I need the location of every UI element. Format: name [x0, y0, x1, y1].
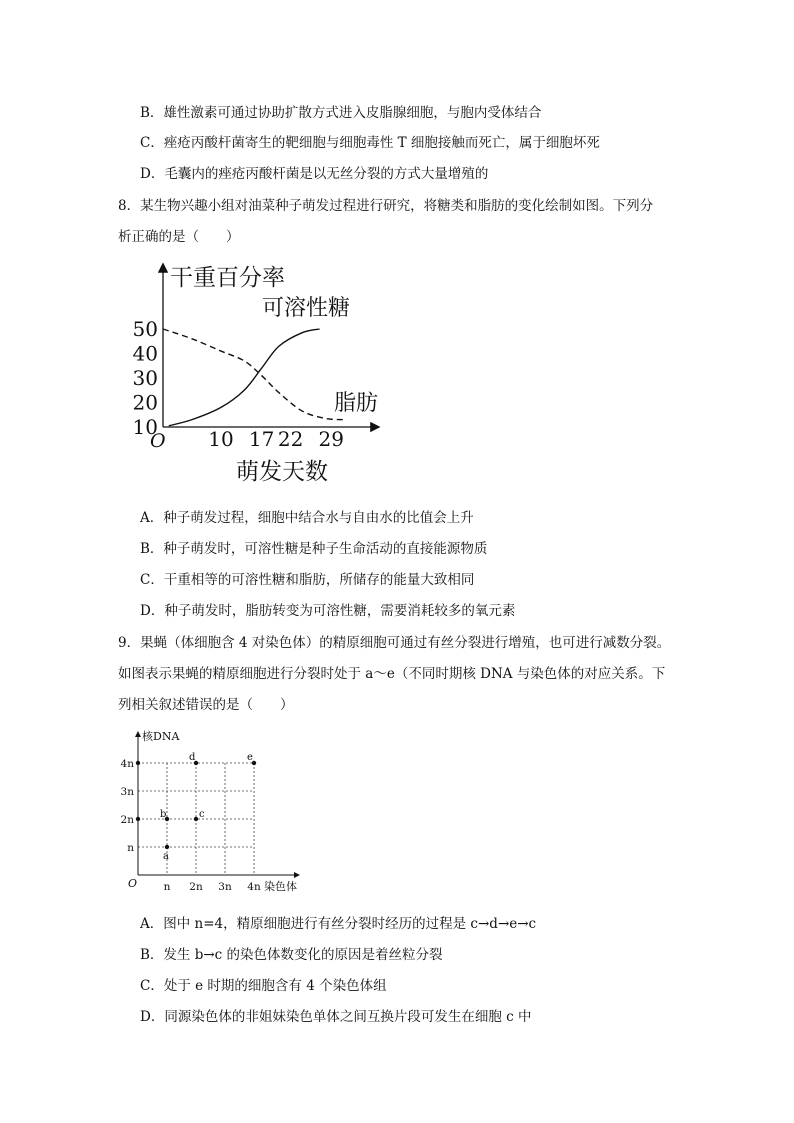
axis-dot-2n: [136, 817, 140, 821]
y-tick-label-3: 40: [132, 341, 158, 366]
point-label-b: b: [160, 809, 167, 820]
point-label-e: e: [247, 752, 253, 763]
point-label-c: c: [199, 809, 205, 820]
x-axis-label: 染色体: [264, 880, 297, 893]
y-tick-label-1: 2n: [120, 814, 134, 826]
point-label-d: d: [189, 752, 196, 763]
q8-option-b: B．种子萌发时，可溶性糖是种子生命活动的直接能源物质: [140, 541, 488, 557]
x-tick-label-2: 3n: [218, 881, 232, 893]
x-tick-label-3: 4n: [247, 881, 261, 893]
y-axis-label: 干重百分率: [170, 265, 285, 291]
q9-option-d: D．同源染色体的非姐妹染色单体之间互换片段可发生在细胞 c 中: [140, 1009, 532, 1025]
q9-option-b: B．发生 b→c 的染色体数变化的原因是着丝粒分裂: [140, 947, 443, 963]
q7-option-b: B．雄性激素可通过协助扩散方式进入皮脂腺细胞，与胞内受体结合: [140, 105, 542, 121]
q8-stem-line2: 析正确的是（ ）: [118, 229, 240, 245]
q9-option-a: A．图中 n=4，精原细胞进行有丝分裂时经历的过程是 c→d→e→c: [140, 916, 537, 932]
y-tick-label-0: 10: [132, 415, 158, 439]
series-label-sugar: 可溶性糖: [262, 296, 351, 321]
q8-option-a: A．种子萌发过程，细胞中结合水与自由水的比值会上升: [140, 510, 474, 526]
point-c: [194, 817, 198, 821]
x-tick-label-0: n: [163, 881, 171, 893]
q9-stem-line1: 9．果蝇（体细胞含 4 对染色体）的精原细胞可通过有丝分裂进行增殖，也可进行减数分裂。: [118, 635, 671, 651]
q9-stem-line2: 如图表示果蝇的精原细胞进行分裂时处于 a～e（不同时期核 DNA 与染色体的对应关系。下: [118, 666, 666, 682]
y-tick-label-2: 30: [132, 366, 158, 390]
x-tick-label-1: 2n: [189, 881, 203, 893]
origin-label: O: [150, 430, 166, 452]
dna-chromosome-chart: [112, 725, 312, 900]
y-tick-label-1: 20: [132, 390, 158, 415]
series-line-fat: [163, 329, 343, 420]
x-tick-label-2: 22: [277, 427, 304, 451]
q7-option-c: C．痤疮丙酸杆菌寄生的靶细胞与细胞毒性 T 细胞接触而死亡，属于细胞坏死: [140, 135, 600, 151]
y-tick-label-4: 50: [132, 317, 158, 341]
series-label-fat: 脂肪: [334, 391, 379, 416]
x-axis-label: 萌发天数: [236, 459, 328, 485]
germination-chart: [120, 255, 400, 490]
q9-option-c: C．处于 e 时期的细胞含有 4 个染色体组: [140, 978, 387, 994]
series-line-sugar: [169, 329, 320, 426]
point-label-a: a: [163, 851, 169, 862]
y-axis-label: 核DNA: [142, 730, 180, 743]
axis-dot-4n: [136, 761, 140, 765]
y-tick-label-0: n: [127, 842, 134, 854]
y-tick-label-2: 3n: [120, 786, 134, 798]
q7-option-d: D．毛囊内的痤疮丙酸杆菌是以无丝分裂的方式大量增殖的: [140, 166, 489, 182]
q8-option-d: D．种子萌发时，脂肪转变为可溶性糖，需要消耗较多的氧元素: [140, 603, 516, 619]
x-tick-label-3: 29: [318, 427, 344, 451]
origin-label: O: [128, 877, 138, 890]
x-tick-label-1: 17: [248, 427, 275, 451]
q9-stem-line3: 列相关叙述错误的是（ ）: [118, 697, 294, 713]
x-tick-label-0: 10: [208, 427, 234, 451]
y-tick-label-3: 4n: [120, 758, 134, 770]
q8-option-c: C．干重相等的可溶性糖和脂肪，所储存的能量大致相同: [140, 572, 475, 588]
q8-stem-line1: 8．某生物兴趣小组对油菜种子萌发过程进行研究，将糖类和脂肪的变化绘制如图。下列分: [118, 198, 654, 214]
point-a: [165, 845, 169, 849]
